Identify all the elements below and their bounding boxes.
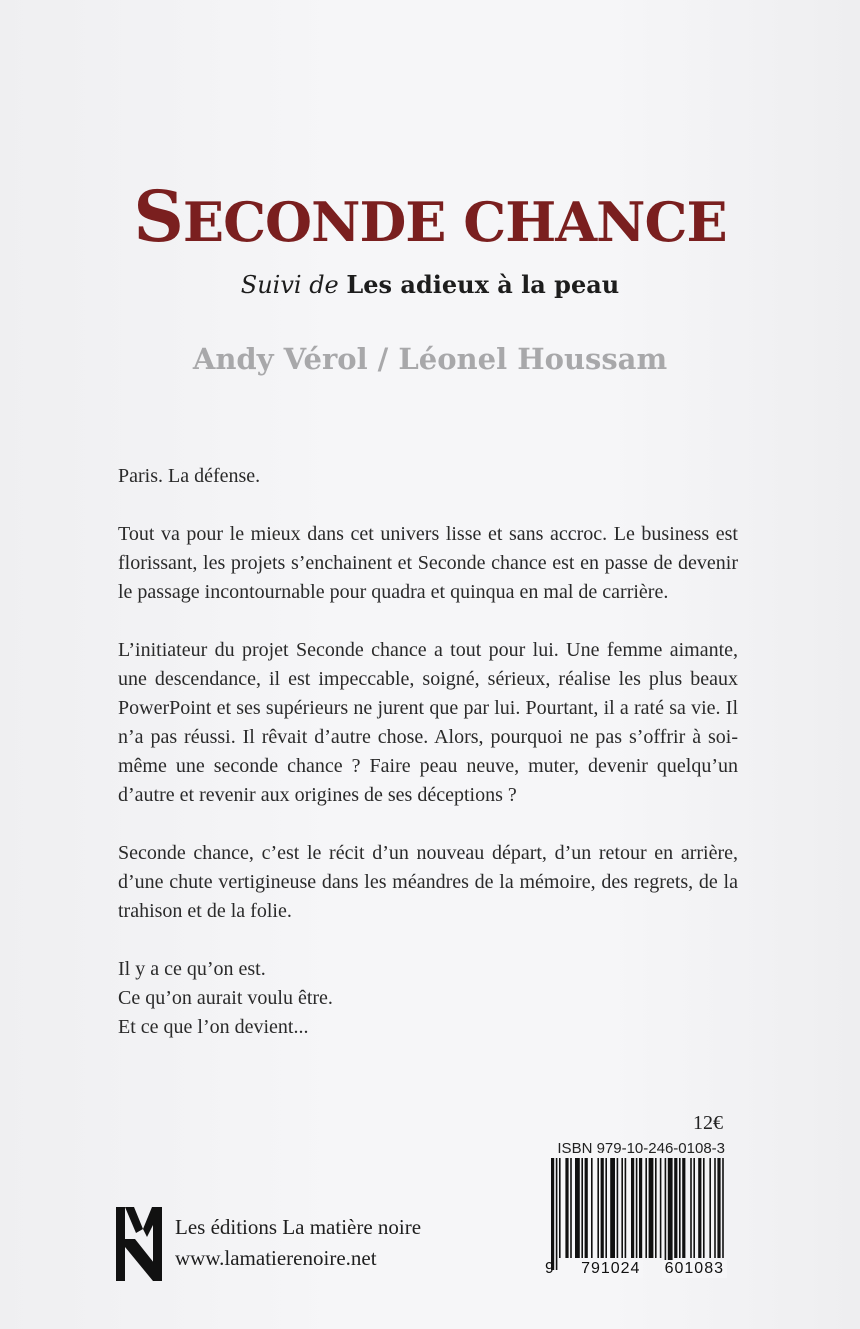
- barcode-bar: [649, 1158, 654, 1258]
- price: 12€: [693, 1112, 723, 1134]
- barcode-digit-group-1: 791024: [578, 1260, 643, 1278]
- barcode-bar: [610, 1158, 615, 1258]
- blurb-closing: [118, 955, 738, 1042]
- book-title: [0, 175, 860, 258]
- barcode-bar: [601, 1158, 604, 1258]
- barcode-bar: [668, 1158, 673, 1270]
- barcode-bar: [570, 1158, 572, 1258]
- barcode-bar: [621, 1158, 623, 1258]
- isbn: ISBN 979-10-246-0108-3: [557, 1140, 725, 1157]
- subtitle-title: Les adieux à la peau: [346, 270, 620, 299]
- barcode-bar: [722, 1158, 724, 1258]
- publisher-name: Les éditions La matière noire: [175, 1215, 422, 1239]
- barcode-bar: [631, 1158, 634, 1258]
- barcode-bar: [709, 1158, 711, 1258]
- publisher-info: [175, 1212, 421, 1274]
- barcode-bar: [703, 1158, 705, 1258]
- barcode-bar: [551, 1158, 554, 1270]
- barcode-bar: [565, 1158, 568, 1258]
- barcode-bar: [645, 1158, 647, 1258]
- barcode-bar: [698, 1158, 701, 1258]
- blurb-paragraph-2: Tout va pour le mieux dans cet univers lisse et sans accroc. Le business est florissant, les projets s’enchainent et Seconde chance est en passe de devenir le passage incontournable pour quadra et quinqua en mal de carrière.: [118, 523, 738, 603]
- closing-line-2: Ce qu’on aurait voulu être.: [118, 987, 333, 1009]
- blurb-paragraph-3: L’initiateur du projet Seconde chance a tout pour lui. Une femme aimante, une descendance, il est impeccable, soigné, sérieux, réalise les plus beaux PowerPoint et ses supérieurs ne jurent que par lui. Pourtant, il a raté sa vie. Il n’a pas réussi. Il rêvait d’autre chose. Alors, pourquoi ne pas s’offrir à soi-même une seconde chance ? Faire peau neuve, muter, devenir quelqu’un d’autre et revenir aux origines de ses déceptions ?: [118, 639, 738, 806]
- barcode-bar: [591, 1158, 593, 1258]
- barcode-bar: [693, 1158, 695, 1258]
- barcode-bar: [559, 1158, 561, 1258]
- barcode-bar: [717, 1158, 720, 1258]
- title-rest: ECONDE CHANCE: [182, 190, 727, 254]
- barcode-bar: [655, 1158, 657, 1258]
- barcode-bar: [581, 1158, 583, 1258]
- barcode-bar: [679, 1158, 681, 1258]
- blurb: [118, 462, 738, 1042]
- blurb-paragraph-4: Seconde chance, c’est le récit d’un nouveau départ, d’un retour en arrière, d’une chute vertigineuse dans les méandres de la mémoire, des regrets, de la trahison et de la folie.: [118, 842, 738, 922]
- barcode-bar: [682, 1158, 685, 1258]
- barcode-bar: [674, 1158, 677, 1258]
- authors: Andy Vérol / Léonel Houssam: [192, 342, 668, 376]
- publisher-url: www.lamatierenoire.net: [175, 1246, 377, 1270]
- barcode-bar: [575, 1158, 580, 1258]
- barcode-bar: [639, 1158, 642, 1258]
- barcode-bar: [636, 1158, 638, 1258]
- barcode-bar: [605, 1158, 607, 1258]
- barcode-bar: [625, 1158, 627, 1258]
- blurb-paragraph-1: Paris. La défense.: [118, 465, 261, 487]
- publisher-logo: [116, 1207, 162, 1281]
- book-subtitle: [0, 270, 860, 299]
- title-initial: S: [133, 175, 183, 258]
- barcode-bar: [660, 1158, 662, 1258]
- barcode-bar: [665, 1158, 667, 1270]
- closing-line-3: Et ce que l’on devient...: [118, 1016, 309, 1038]
- subtitle-prefix: Suivi de: [240, 271, 339, 299]
- barcode-bar: [617, 1158, 619, 1258]
- barcode-digit-lead: 9: [545, 1260, 554, 1277]
- barcode-bar: [585, 1158, 588, 1258]
- barcode-digits: [545, 1260, 727, 1278]
- barcode-bar: [556, 1158, 558, 1270]
- barcode-bar: [597, 1158, 599, 1258]
- closing-line-1: Il y a ce qu’on est.: [118, 958, 266, 980]
- barcode-bar: [714, 1158, 716, 1258]
- barcode-digit-group-2: 601083: [662, 1260, 727, 1278]
- barcode-bar: [690, 1158, 692, 1258]
